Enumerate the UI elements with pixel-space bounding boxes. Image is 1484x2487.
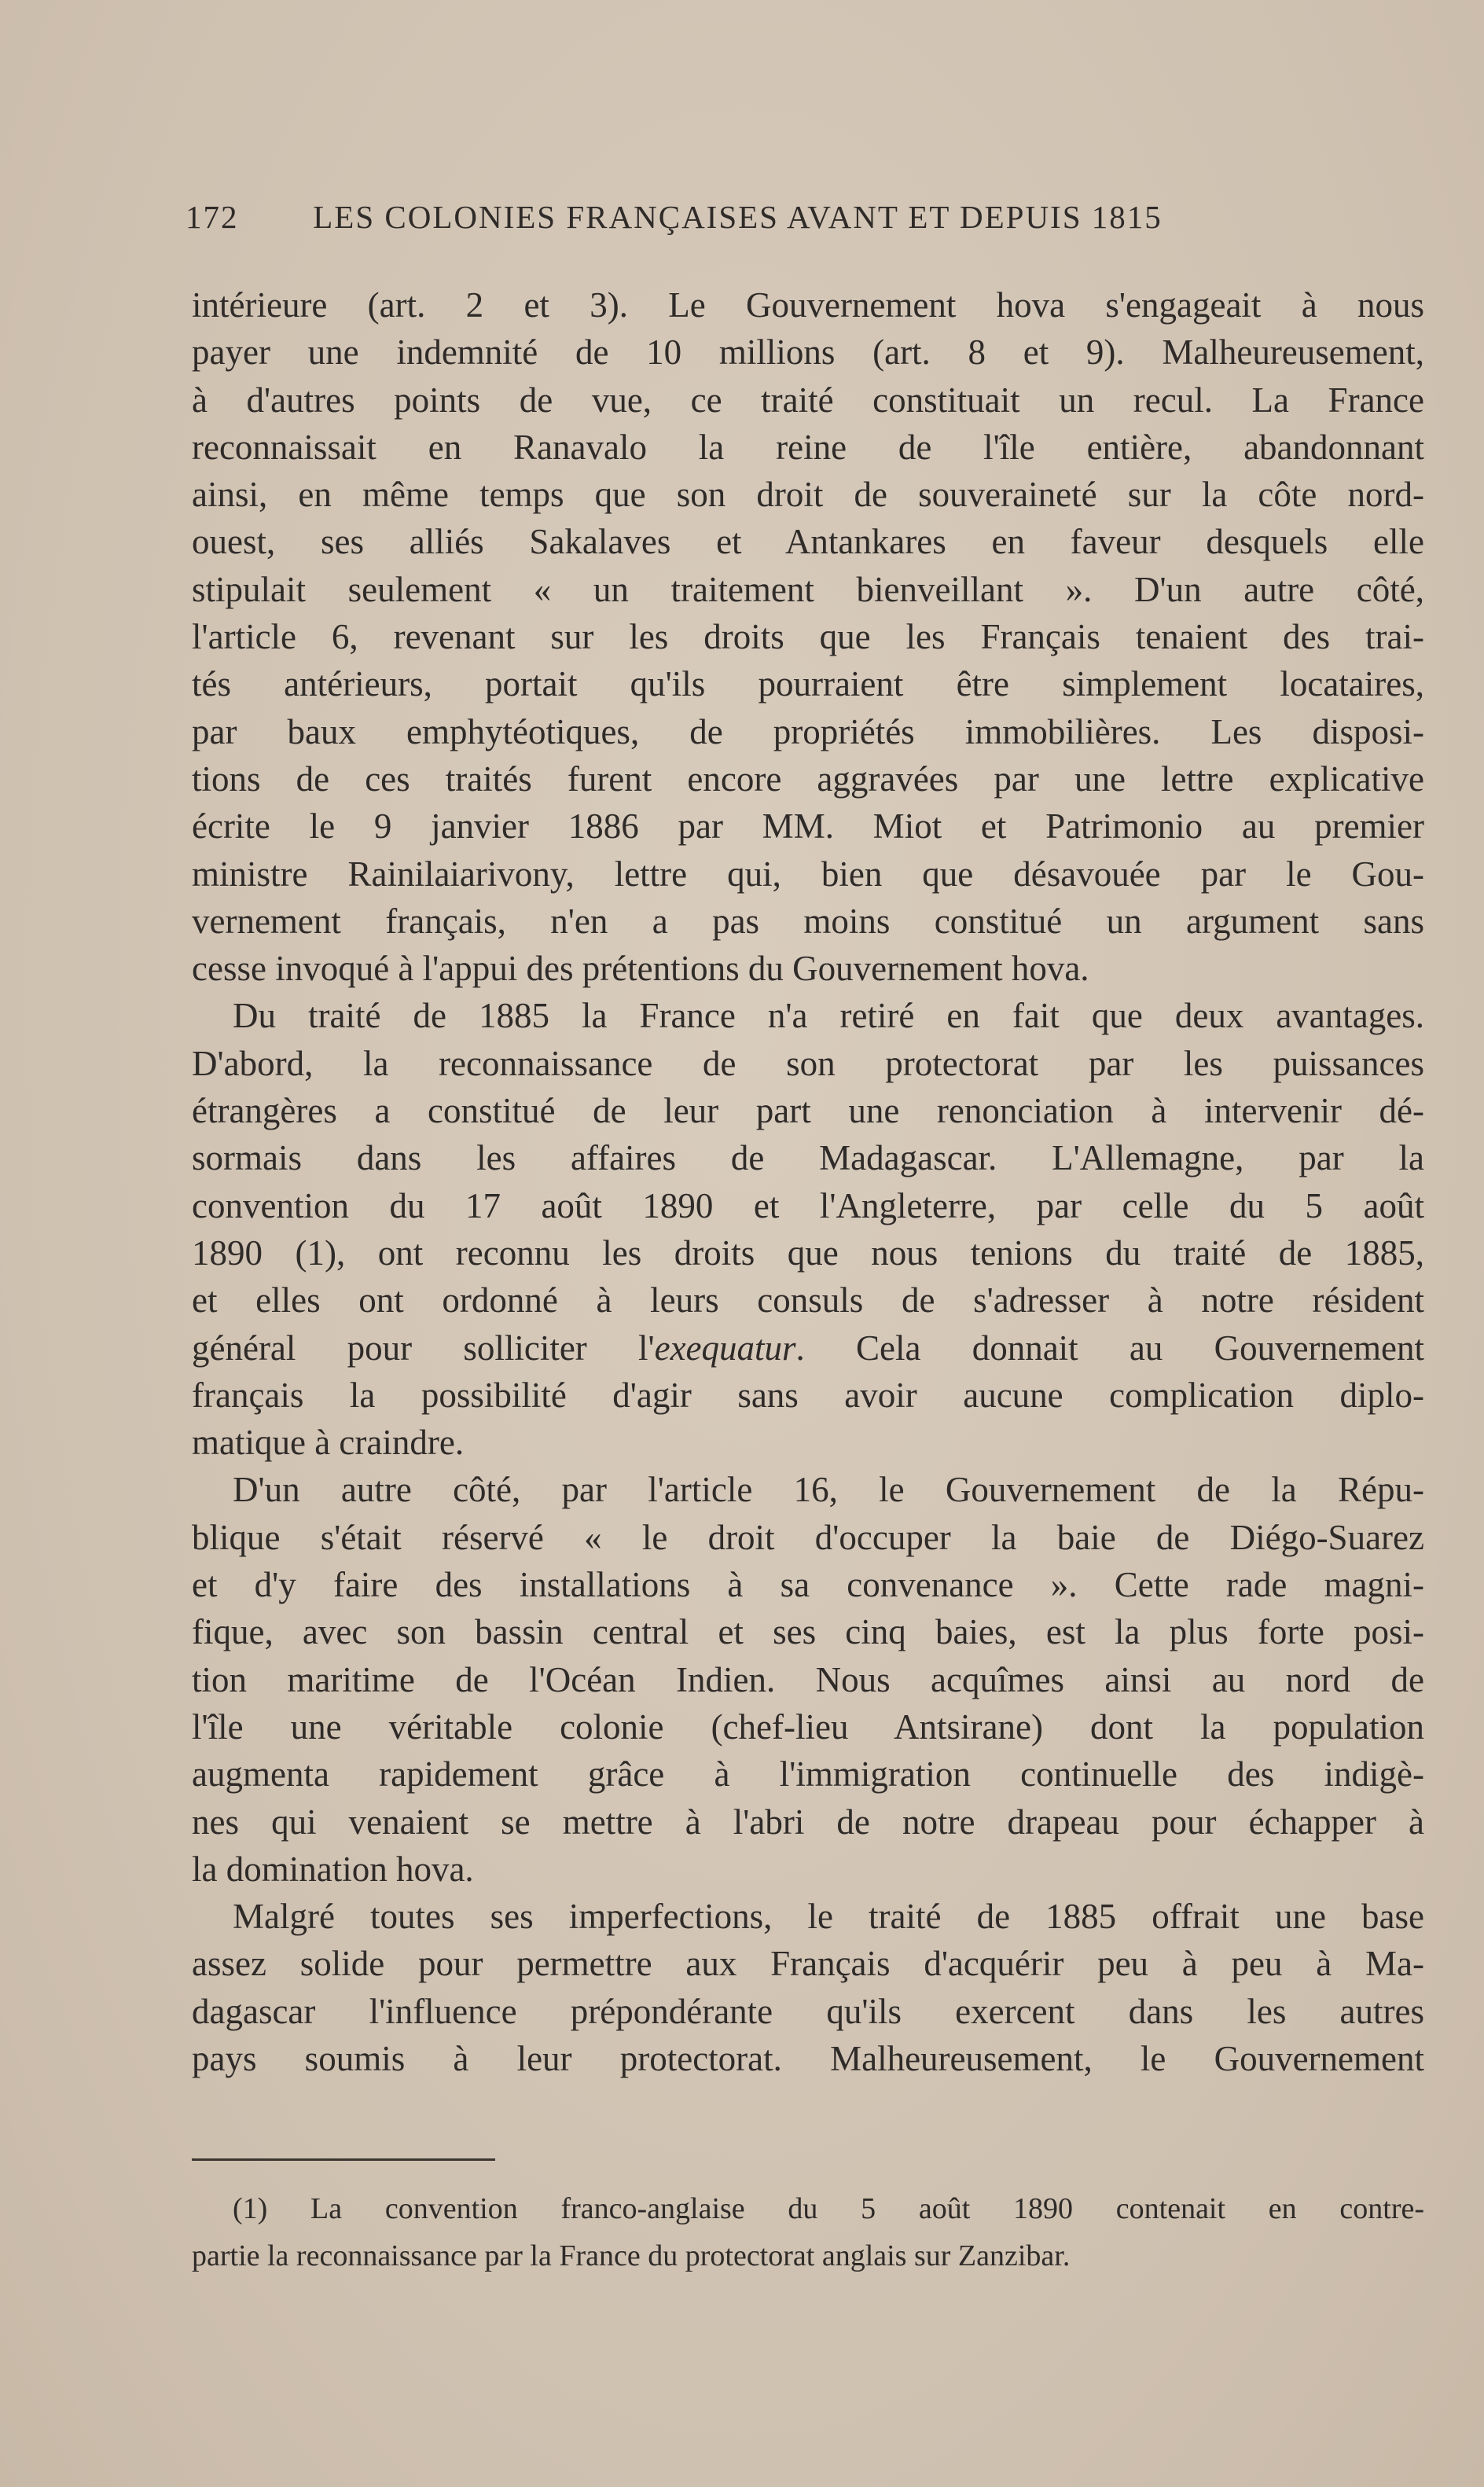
footnote [192,2185,1424,2279]
paragraph-start-line: Malgré toutes ses imperfections, le traité de 1885 offrait une base [233,1897,1424,1937]
text-segment: général pour solliciter l' [192,1328,655,1368]
text-line: par baux emphytéotiques, de propriétés immobilières. Les disposi- [192,711,1424,751]
paragraph-start-line: D'un autre côté, par l'article 16, le Gouvernement de la Répu- [233,1470,1424,1510]
text-line: vernement français, n'en a pas moins constitué un argument sans [192,901,1424,941]
text-line: 1890 (1), ont reconnu les droits que nous tenions du traité de 1885, [192,1232,1424,1273]
text-line: tés antérieurs, portait qu'ils pourraient être simplement locataires, [192,664,1424,704]
page-number: 172 [186,199,239,235]
text-line: reconnaissait en Ranavalo la reine de l'île entière, abandonnant [192,427,1424,467]
footnote-line: partie la reconnaissance par la France du protectorat anglais sur Zanzibar. [192,2239,1071,2272]
italic-term: exequatur [654,1328,796,1368]
text-line: stipulait seulement « un traitement bienveillant ». D'un autre côté, [192,569,1424,609]
text-line: blique s'était réservé « le droit d'occuper la baie de Diégo-Suarez [192,1517,1424,1557]
text-line: cesse invoqué à l'appui des prétentions du Gouvernement hova. [192,949,1089,989]
text-line: ouest, ses alliés Sakalaves et Antankares en faveur desquels elle [192,522,1424,562]
text-line-with-italic [192,1324,1424,1372]
text-line: l'île une véritable colonie (chef-lieu Antsirane) dont la population [192,1706,1424,1747]
text-line: étrangères a constitué de leur part une renonciation à intervenir dé- [192,1091,1424,1131]
running-header [186,198,1286,245]
text-line: intérieure (art. 2 et 3). Le Gouvernement hova s'engageait à nous [192,285,1424,325]
text-line: D'abord, la reconnaissance de son protectorat par les puissances [192,1043,1424,1083]
paragraph-start-line: Du traité de 1885 la France n'a retiré en fait que deux avantages. [233,996,1424,1036]
text-line: et d'y faire des installations à sa convenance ». Cette rade magni- [192,1565,1424,1605]
text-line: matique à craindre. [192,1423,465,1463]
text-line: tions de ces traités furent encore aggravées par une lettre explicative [192,759,1424,799]
text-line: sormais dans les affaires de Madagascar. L'Allemagne, par la [192,1138,1424,1178]
text-segment: . Cela donnait au Gouvernement [795,1328,1424,1368]
text-line: tion maritime de l'Océan Indien. Nous acquîmes ainsi au nord de [192,1659,1424,1699]
text-line: nes qui venaient se mettre à l'abri de notre drapeau pour échapper à [192,1802,1424,1842]
text-line: ainsi, en même temps que son droit de souveraineté sur la côte nord- [192,475,1424,515]
text-line: écrite le 9 janvier 1886 par MM. Miot et Patrimonio au premier [192,806,1424,847]
body-text [192,281,1424,2082]
text-line: assez solide pour permettre aux Français d'acquérir peu à peu à Ma- [192,1944,1424,1984]
text-line: pays soumis à leur protectorat. Malheureusement, le Gouvernement [192,2038,1424,2078]
text-line: payer une indemnité de 10 millions (art. 8 et 9). Malheureusement, [192,332,1424,373]
text-line: convention du 17 août 1890 et l'Angleterre, par celle du 5 août [192,1185,1424,1225]
text-line: français la possibilité d'agir sans avoir aucune complication diplo- [192,1375,1424,1415]
text-line: ministre Rainilaiarivony, lettre qui, bien que désavouée par le Gou- [192,854,1424,894]
text-line: la domination hova. [192,1849,474,1889]
running-title: LES COLONIES FRANÇAISES AVANT ET DEPUIS 1815 [313,199,1163,235]
footnote-line: (1) La convention franco-anglaise du 5 août 1890 contenait en contre- [233,2192,1424,2225]
text-line: dagascar l'influence prépondérante qu'ils exercent dans les autres [192,1991,1424,2031]
text-line: l'article 6, revenant sur les droits que les Français tenaient des trai- [192,617,1424,657]
footnote-separator [192,2158,495,2161]
text-line: à d'autres points de vue, ce traité constituait un recul. La France [192,380,1424,420]
text-line: augmenta rapidement grâce à l'immigration continuelle des indigè- [192,1754,1424,1795]
text-line: et elles ont ordonné à leurs consuls de s'adresser à notre résident [192,1280,1424,1321]
text-line: fique, avec son bassin central et ses cinq baies, est la plus forte posi- [192,1612,1424,1652]
